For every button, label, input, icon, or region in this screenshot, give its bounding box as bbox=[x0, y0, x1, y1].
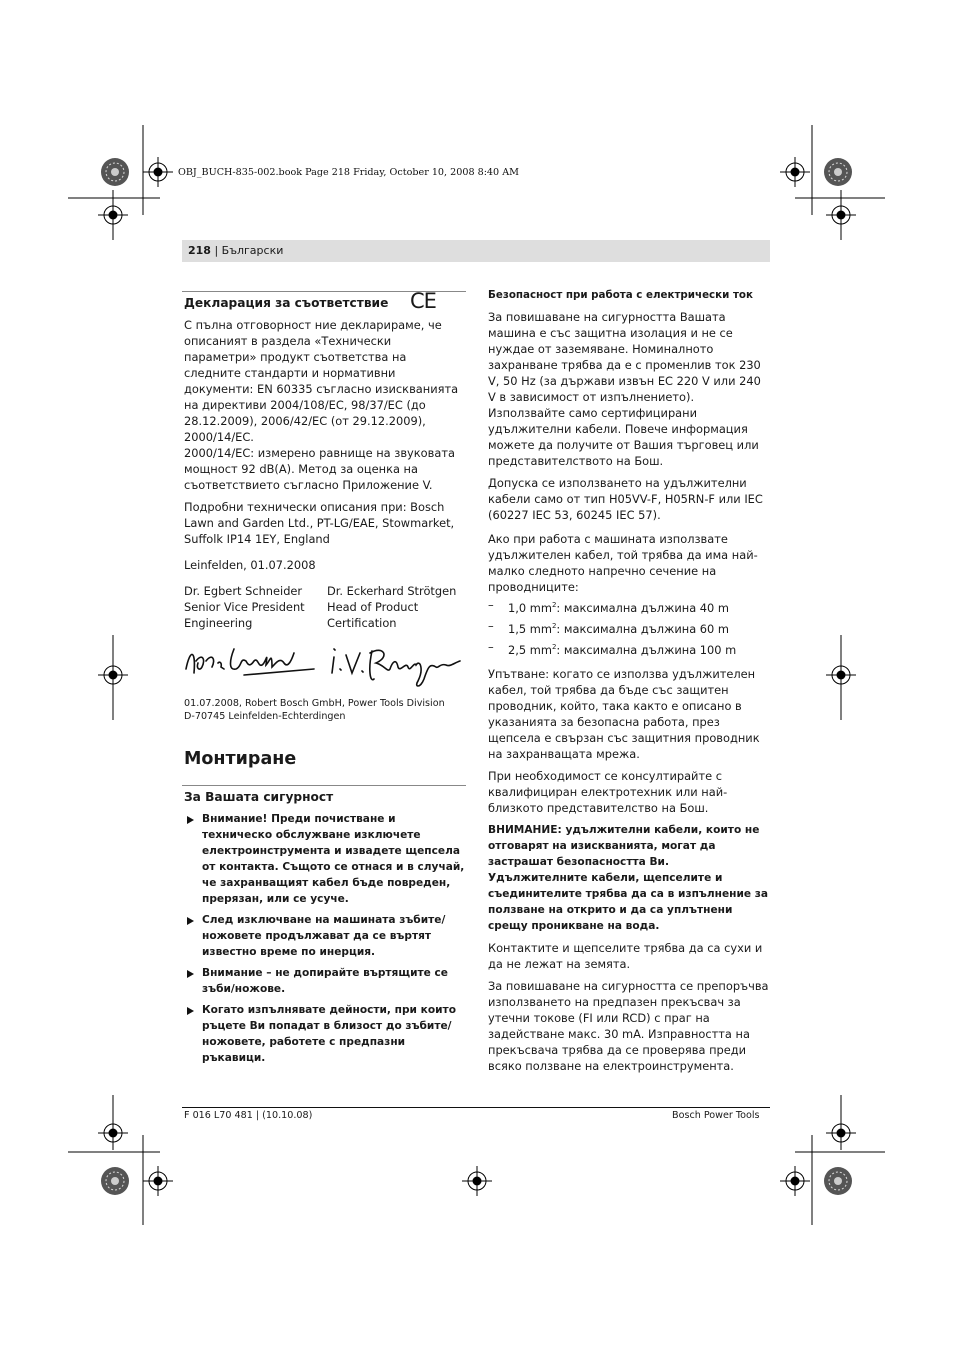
handwritten-signatures bbox=[184, 639, 466, 691]
header-language: Български bbox=[221, 244, 284, 257]
signatory-name: Dr. Egbert Schneider bbox=[184, 584, 303, 598]
print-slug: OBJ_BUCH-835-002.book Page 218 Friday, October 10, 2008 8:40 AM bbox=[178, 167, 519, 178]
paragraph: Контактите и щепселите трябва да са сухи и да не лежат на земята. bbox=[488, 941, 763, 972]
company-line: 01.07.2008, Robert Bosch GmbH, Power Tools Division bbox=[184, 698, 445, 709]
header-separator: | bbox=[210, 244, 222, 257]
paragraph: За повишаване на сигурността Вашата машина е със защитна изолация и не се нуждае от заземяване. Номиналното захранване трябва да е с променлив ток 230 V, 50 Hz (за държави извън ЕС 220 V или 240 V в зависимост от изпълнението). Използвайте само сертифицирани удължителни кабели. Повече информация можете да получите от Вашия търговец или представителството на Бош. bbox=[488, 310, 761, 468]
ce-mark: CE bbox=[410, 289, 436, 313]
cable-list-item: – 1,0 $mm^2$: максимална дължина 40 m bbox=[488, 598, 730, 615]
footer-doc-number: F 016 L70 481 | (10.10.08) bbox=[184, 1110, 313, 1121]
company-line: D-70745 Leinfelden-Echterdingen bbox=[184, 711, 346, 722]
safety-bullet: Внимание! Преди почистване и техническо обслужване изключете електроинструмента и извадете щепсела от контакта. Същото се отнася и в случай, че захранващият кабел бъде повреден, прерязан, или се усуче. bbox=[184, 811, 466, 907]
safety-bullet: След изключване на машината зъбите/ножовете продължават да се въртят известно време по инерция. bbox=[184, 912, 466, 960]
paragraph: Допуска се използването на удължителни кабели само от тип H05VV-F, H05RN-F или IEC (60227 IEC 53, 60245 IEC 57). bbox=[488, 476, 763, 522]
footer-brand: Bosch Power Tools bbox=[672, 1110, 760, 1121]
page-header bbox=[188, 244, 283, 257]
signatories bbox=[184, 583, 466, 631]
tech-docs-text: Подробни технически описания при: Bosch Lawn and Garden Ltd., PT-LG/EAE, Stowmarket, Suffolk IP14 1EY, England bbox=[184, 500, 455, 546]
right-column bbox=[488, 287, 770, 1080]
signature-1 bbox=[186, 649, 314, 675]
left-column bbox=[184, 291, 466, 1071]
bullet-arrow-icon bbox=[187, 1007, 194, 1015]
paragraph: Упътване: когато се използва удължителен кабел, той трябва да бъде със защитен проводник, който, така както е описано в указанията за безопасна работа, през щепсела е свързан със защитния проводник на захранващата мрежа. bbox=[488, 667, 760, 762]
page-number: 218 bbox=[188, 244, 211, 257]
signatory-name: Dr. Eckerhard Strötgen bbox=[327, 584, 457, 598]
paragraph: За повишаване на сигурността се препоръчва използването на предпазен прекъсвач за утечни токове (FI или RCD) с праг на задействане макс. 30 mA. Изправността на прекъсвача трябва да се проверява преди всяко ползване на електроинструмента. bbox=[488, 979, 769, 1074]
signatory-title: Certification bbox=[327, 616, 397, 630]
signatory-title: Engineering bbox=[184, 616, 253, 630]
section-rule bbox=[182, 785, 466, 786]
footer-rule bbox=[182, 1107, 770, 1108]
paragraph: Ако при работа с машината използвате удължителен кабел, той трябва да има най-малко следното напречно сечение на проводниците: bbox=[488, 532, 758, 594]
place-date: Leinfelden, 01.07.2008 bbox=[184, 558, 316, 572]
declaration-text: С пълна отговорност ние декларираме, че описаният в раздела «Технически параметри» продукт съответства на следните стандарти и нормативни документи: EN 60335 съгласно изискванията на директиви 2004/108/ЕС, 98/37/ЕС (до 28.12.2009), 2006/42/ЕС (от 29.12.2009), 2000/14/ЕС. bbox=[184, 318, 459, 444]
signature-2 bbox=[332, 649, 460, 686]
noise-text: 2000/14/ЕС: измерено равнище на звуковата мощност 92 dB(A). Метод за оценка на съответствието съгласно Приложение V. bbox=[184, 446, 455, 492]
safety-bullet: Внимание – не допирайте въртящите се зъби/ножове. bbox=[184, 965, 466, 997]
bullet-arrow-icon bbox=[187, 816, 194, 824]
safety-bullet: Когато изпълнявате дейности, при които ръцете Ви попадат в близост до зъбите/ножовете, работете с предпазни ръкавици. bbox=[184, 1002, 466, 1066]
warning-text: ВНИМАНИЕ: удължителни кабели, които не отговарят на изискванията, могат да застрашат безопасността Ви. Удължителните кабели, щепселите и съединителите трябва да са в изпълнение за ползване на открито и да са уплътнени срещу проникване на вода. bbox=[488, 824, 769, 933]
cable-list-item: – 2,5 $mm^2$: максимална дължина 100 m bbox=[488, 639, 737, 657]
paragraph: При необходимост се консултирайте с квалифициран електротехник или най-близкото представителство на Бош. bbox=[488, 769, 728, 816]
declaration-heading: Декларация за съответствие bbox=[184, 296, 389, 310]
company-info bbox=[184, 697, 466, 723]
bullet-arrow-icon bbox=[187, 917, 194, 925]
electric-safety-heading: Безопасност при работа с електрически ток bbox=[488, 289, 753, 301]
signatory-title: Head of Product bbox=[327, 600, 419, 614]
cable-list-item: – 1,5 $mm^2$: максимална дължина 60 m bbox=[488, 618, 730, 636]
bullet-arrow-icon bbox=[187, 970, 194, 978]
safety-heading: За Вашата сигурност bbox=[184, 790, 334, 804]
mounting-heading: Монтиране bbox=[184, 749, 297, 769]
signatory-title: Senior Vice President bbox=[184, 600, 305, 614]
